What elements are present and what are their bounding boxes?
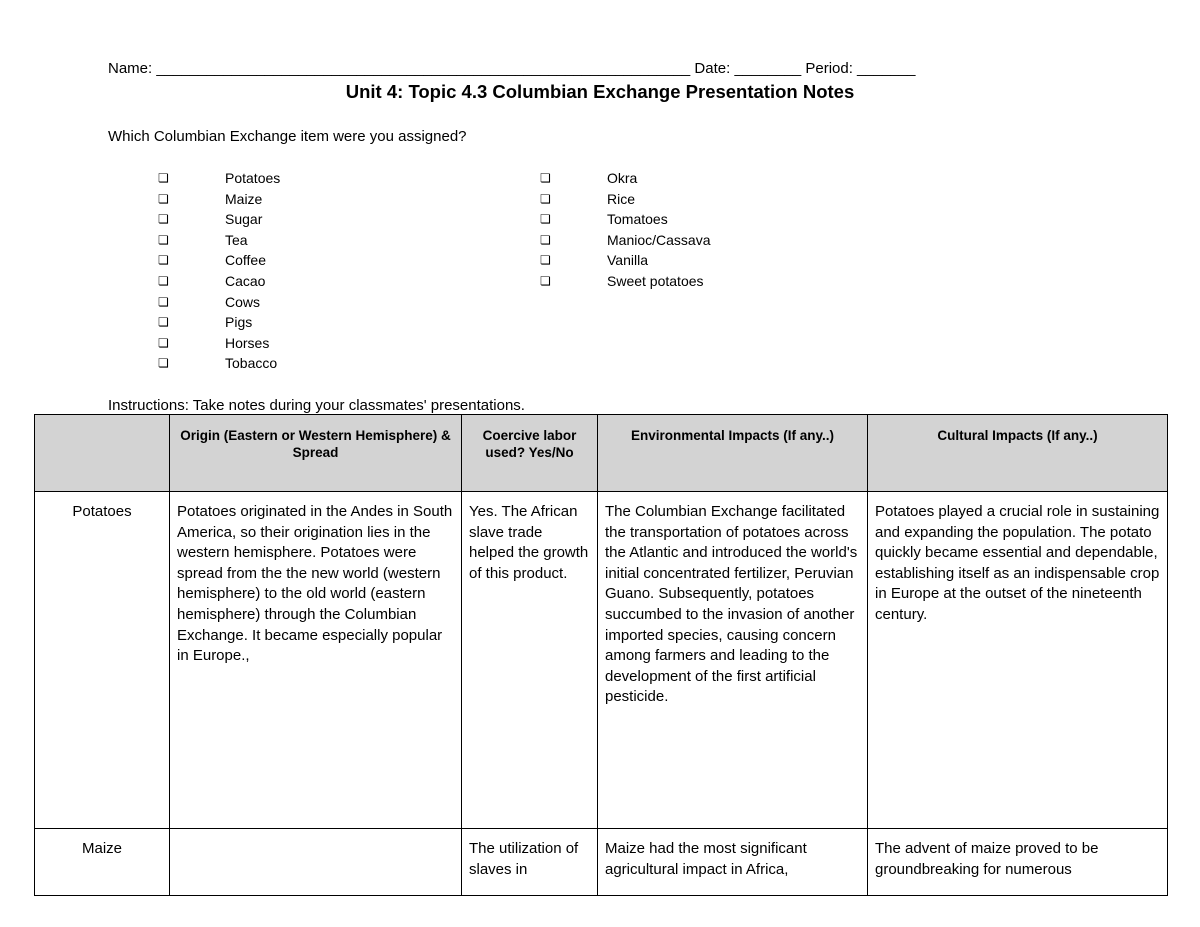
checkbox-icon[interactable]: ❏	[158, 315, 169, 330]
instructions-text: Instructions: Take notes during your classmates' presentations.	[108, 397, 525, 414]
checklist-item-label: Cows	[225, 293, 261, 310]
checklist-item-label: Coffee	[225, 252, 266, 269]
checkbox-icon[interactable]: ❏	[158, 232, 169, 247]
origin-cell[interactable]	[170, 829, 462, 896]
notes-table	[34, 414, 1168, 896]
cultural-cell[interactable]: The advent of maize proved to be groundbreaking for numerous	[868, 829, 1168, 896]
header-origin: Origin (Eastern or Western Hemisphere) & Spread	[170, 415, 462, 492]
checkbox-icon[interactable]: ❏	[540, 191, 551, 206]
table-row-maize	[35, 829, 1168, 896]
checkbox-icon[interactable]: ❏	[158, 335, 169, 350]
assignment-question: Which Columbian Exchange item were you assigned?	[108, 128, 467, 145]
checkbox-icon[interactable]: ❏	[540, 171, 551, 185]
checklist-item-label: Tobacco	[225, 355, 278, 372]
checkbox-icon[interactable]: ❏	[158, 273, 169, 288]
checkbox-icon[interactable]: ❏	[540, 253, 551, 268]
checkbox-icon[interactable]: ❏	[540, 232, 551, 247]
checkbox-icon[interactable]: ❏	[158, 253, 169, 268]
header-cultural-impacts: Cultural Impacts (If any..)	[868, 415, 1168, 492]
checklist-item-label: Manioc/Cassava	[607, 231, 711, 248]
page-title: Unit 4: Topic 4.3 Columbian Exchange Presentation Notes	[345, 81, 855, 102]
row-item-label: Maize	[35, 829, 170, 896]
checklist-item-label: Pigs	[225, 314, 253, 331]
row-item-label: Potatoes	[35, 492, 170, 829]
checklist-item-label: Potatoes	[225, 170, 281, 186]
cultural-cell[interactable]: Potatoes played a crucial role in sustaining and expanding the population. The potato quickly became essential and dependable, establishing itself as an indispensable crop in Europe at the outset of the nineteenth century.	[868, 492, 1168, 829]
checkbox-icon[interactable]: ❏	[158, 171, 169, 185]
coercive-labor-cell[interactable]: Yes. The African slave trade helped the growth of this product.	[462, 492, 598, 829]
header-environmental-impacts: Environmental Impacts (If any..)	[598, 415, 868, 492]
checkbox-icon[interactable]: ❏	[158, 356, 169, 371]
checkbox-icon[interactable]: ❏	[158, 191, 169, 206]
checklist-item-label: Vanilla	[607, 252, 648, 269]
checklist-item-label: Horses	[225, 334, 270, 351]
origin-cell[interactable]: Potatoes originated in the Andes in South America, so their origination lies in the western hemisphere. Potatoes were spread from the the new world (western hemisphere) to the old world (eastern hemisphere) through the Columbian Exchange. It became especially popular in Europe.,	[170, 492, 462, 829]
checklist-item-label: Sweet potatoes	[607, 272, 704, 289]
checklist-item-label: Okra	[607, 170, 638, 186]
checklist-item-label: Cacao	[225, 272, 266, 289]
checklist-item-label: Rice	[607, 190, 636, 207]
environmental-cell[interactable]: Maize had the most significant agricultural impact in Africa,	[598, 829, 868, 896]
checkbox-icon[interactable]: ❏	[158, 294, 169, 309]
checkbox-icon[interactable]: ❏	[158, 212, 169, 227]
header-coercive-labor: Coercive labor used? Yes/No	[462, 415, 598, 492]
table-header-row	[35, 415, 1168, 492]
checklist-item-label: Maize	[225, 190, 263, 207]
table-row-potatoes	[35, 492, 1168, 829]
header-item	[35, 415, 170, 492]
checkbox-icon[interactable]: ❏	[540, 212, 551, 227]
name-date-period-line: Name: ________________________________________________________________ Date: ________ Period: _______	[108, 60, 916, 77]
environmental-cell[interactable]: The Columbian Exchange facilitated the transportation of potatoes across the Atlantic and introduced the world's initial concentrated fertilizer, Peruvian Guano. Subsequently, potatoes succumbed to the invasion of another imported species, causing concern among farmers and leading to the development of the first artificial pesticide.	[598, 492, 868, 829]
coercive-labor-cell[interactable]: The utilization of slaves in	[462, 829, 598, 896]
checklist-item-label: Tea	[225, 231, 248, 248]
checklist-item-label: Tomatoes	[607, 211, 668, 228]
checklist-item-label: Sugar	[225, 211, 263, 228]
checkbox-icon[interactable]: ❏	[540, 273, 551, 288]
